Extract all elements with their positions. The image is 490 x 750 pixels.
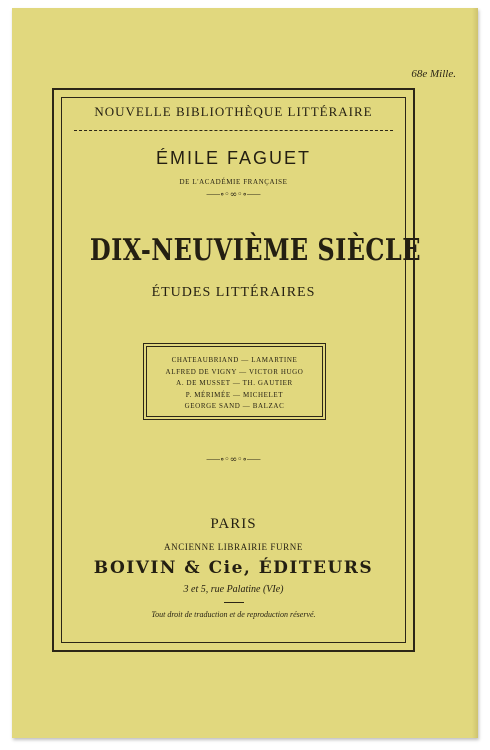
book-cover (12, 8, 478, 738)
edition-mark: 68e Mille. (411, 68, 456, 80)
publication-city: PARIS (210, 516, 257, 532)
rights-divider (224, 602, 244, 603)
ornament-divider-middle: ⎯⎯⎯∘◦∞◦∘⎯⎯⎯ (206, 455, 261, 465)
subject-line: A. DE MUSSET — TH. GAUTIER (176, 379, 293, 387)
cover-content (54, 90, 421, 650)
publisher-address: 3 et 5, rue Palatine (VIe) (183, 584, 284, 595)
ornament-divider-top: ⎯⎯⎯∘◦∞◦∘⎯⎯⎯ (206, 190, 261, 200)
subject-line: CHATEAUBRIAND — LAMARTINE (171, 356, 298, 364)
publisher-name: BOIVIN & Cie, ÉDITEURS (93, 558, 374, 578)
subject-line: P. MÉRIMÉE — MICHELET (185, 390, 284, 399)
cover-frame (52, 88, 421, 652)
subjects-box (143, 343, 326, 420)
former-publisher: ANCIENNE LIBRAIRIE FURNE (164, 542, 303, 552)
subject-line: ALFRED DE VIGNY — VICTOR HUGO (165, 367, 304, 376)
subjects-list (146, 346, 323, 417)
author-affiliation: DE L'ACADÉMIE FRANÇAISE (179, 178, 288, 186)
rights-notice: Tout droit de traduction et de reproduction réservé. (151, 610, 316, 619)
series-title: NOUVELLE BIBLIOTHÈQUE LITTÉRAIRE (94, 104, 373, 119)
series-divider (74, 130, 393, 131)
subject-line: GEORGE SAND — BALZAC (184, 402, 285, 410)
author-name: ÉMILE FAGUET (155, 148, 312, 168)
book-title: DIX-NEUVIÈME SIÈCLE (89, 233, 421, 268)
book-subtitle: ÉTUDES LITTÉRAIRES (151, 285, 316, 300)
